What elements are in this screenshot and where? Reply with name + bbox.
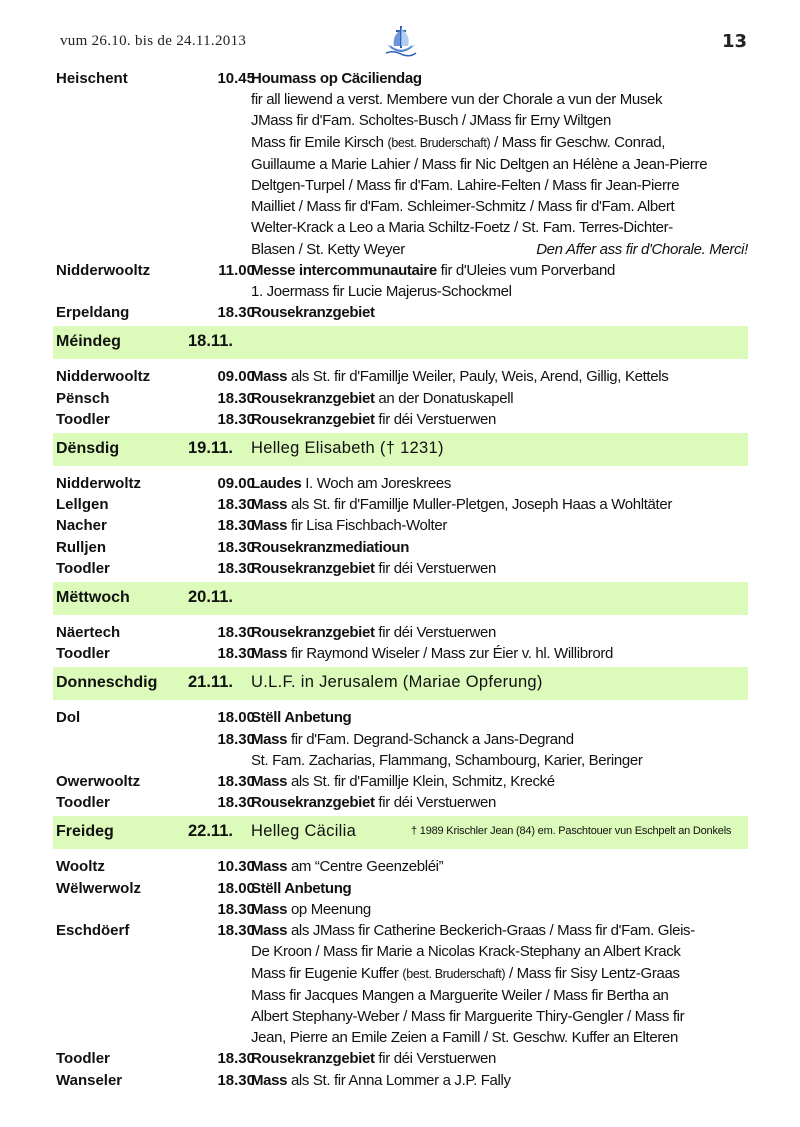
mass-time: 18.30 <box>217 304 255 322</box>
day-header <box>53 816 748 849</box>
day-date: 19.11. <box>188 439 233 458</box>
service-type: Stëll Anbetung <box>251 709 352 727</box>
entry-text <box>251 920 748 1048</box>
schedule-entry <box>53 302 748 323</box>
place-name: Wanseler <box>56 1071 123 1089</box>
mass-time: 18.30 <box>217 773 255 791</box>
day-date: 22.11. <box>188 822 233 841</box>
text: als St. fir d'Famillje Klein, Schmitz, Krecké <box>287 773 555 791</box>
service-type: Rousekranzgebiet <box>251 794 375 812</box>
text-note: (best. Bruderschaft) <box>402 966 506 981</box>
schedule-entry <box>53 856 748 877</box>
day-name: Dënsdig <box>56 440 120 458</box>
service-type: Mass <box>251 1071 288 1089</box>
service-type: Stëll Anbetung <box>251 879 352 897</box>
offering-note: Den Affer ass fir d'Chorale. Merci! <box>536 240 748 258</box>
text: St. Fam. Zacharias, Flammang, Schambourg, Karier, Beringer <box>251 751 643 769</box>
mass-time: 18.30 <box>217 730 255 748</box>
entry-line <box>251 878 748 899</box>
mass-time: 18.30 <box>217 389 255 407</box>
text: als St. fir d'Famillje Weiler, Pauly, Weis, Arend, Gillig, Kettels <box>287 368 669 386</box>
text: JMass fir d'Fam. Scholtes-Busch / JMass fir Erny Wiltgen <box>251 112 612 130</box>
entry-line <box>251 409 748 430</box>
schedule-entry <box>53 366 748 387</box>
text: I. Woch am Joreskrees <box>301 475 451 493</box>
service-type: Rousekranzgebiet <box>251 410 375 428</box>
entry-text <box>251 388 748 409</box>
entry-text <box>251 515 748 536</box>
mass-time: 09.00 <box>217 368 255 386</box>
place-name: Eschdöerf <box>56 922 130 940</box>
schedule-entry <box>53 537 748 558</box>
text: Welter-Krack a Leo a Maria Schiltz-Foetz / St. Fam. Terres-Dichter- <box>251 219 673 237</box>
text: als St. fir d'Famillje Muller-Pletgen, Joseph Haas a Wohltäter <box>287 496 672 514</box>
schedule-entry <box>53 558 748 579</box>
entry-line <box>251 643 748 664</box>
schedule-entry <box>53 388 748 409</box>
entry-line <box>251 899 748 920</box>
entry-text <box>251 302 748 323</box>
day-date: 18.11. <box>188 332 233 351</box>
place-name: Toodler <box>56 794 110 812</box>
entry-line <box>251 771 748 792</box>
text: De Kroon / Mass fir Marie a Nicolas Krack-Stephany an Albert Krack <box>251 943 681 961</box>
entry-text <box>251 1048 748 1069</box>
church-boat-logo-icon <box>384 22 418 58</box>
service-type: Mass <box>251 368 288 386</box>
day-name: Donneschdig <box>56 674 158 692</box>
service-type: Mass <box>251 517 288 535</box>
place-name: Owerwooltz <box>56 773 141 791</box>
entry-line <box>251 366 748 387</box>
mass-time: 18.00 <box>217 879 255 897</box>
schedule-entry <box>53 68 748 260</box>
entry-line <box>251 175 748 196</box>
entry-line <box>251 963 748 985</box>
entry-text <box>251 1070 748 1091</box>
entry-line <box>251 622 748 643</box>
entry-line <box>251 1006 748 1027</box>
text: fir d'Uleies vum Porverband <box>436 261 615 279</box>
entry-text <box>251 366 748 387</box>
entry-line <box>251 68 748 89</box>
text: 1. Joermass fir Lucie Majerus-Schockmel <box>251 283 512 301</box>
entry-text <box>251 68 748 260</box>
entry-line <box>251 1027 748 1048</box>
text: fir déi Verstuerwen <box>374 624 497 642</box>
text: Mass fir Emile Kirsch <box>251 133 388 151</box>
mass-time: 11.00 <box>218 261 255 279</box>
day-feast: U.L.F. in Jerusalem (Mariae Opferung) <box>251 673 543 692</box>
entry-text <box>251 771 748 792</box>
entry-line <box>251 388 748 409</box>
text: Jean, Pierre an Emile Zeien a Famill / St. Geschw. Kuffer an Elteren <box>251 1029 678 1047</box>
service-type: Rousekranzgebiet <box>251 624 375 642</box>
day-note: † 1989 Krischler Jean (84) em. Paschtouer vun Eschpelt an Donkels <box>411 825 732 838</box>
mass-time: 18.30 <box>217 538 255 556</box>
service-type: Rousekranzgebiet <box>251 389 375 407</box>
mass-time: 18.30 <box>217 794 255 812</box>
place-name: Nidderwoltz <box>56 475 141 493</box>
page-header <box>0 0 800 62</box>
service-type: Rousekranzgebiet <box>251 1050 375 1068</box>
entry-line <box>251 89 748 110</box>
day-feast: Helleg Cäcilia <box>251 822 357 841</box>
text: Mass fir Jacques Mangen a Marguerite Weiler / Mass fir Bertha an <box>251 986 669 1004</box>
service-type: Mass <box>251 773 288 791</box>
mass-time: 18.30 <box>217 1071 255 1089</box>
place-name: Toodler <box>56 1050 110 1068</box>
page-number: 13 <box>722 31 748 52</box>
place-name: Wooltz <box>56 858 105 876</box>
text: / Mass fir Geschw. Conrad, <box>490 133 666 151</box>
place-name: Nidderwooltz <box>56 368 151 386</box>
text: fir déi Verstuerwen <box>374 559 497 577</box>
day-date: 21.11. <box>188 673 233 692</box>
text: fir Lisa Fischbach-Wolter <box>287 517 447 535</box>
entry-text <box>251 643 748 664</box>
day-name: Freideg <box>56 823 114 841</box>
day-feast: Helleg Elisabeth († 1231) <box>251 439 444 458</box>
text-note: (best. Bruderschaft) <box>387 135 491 150</box>
entry-text <box>251 792 748 813</box>
schedule-entry <box>53 622 748 643</box>
service-type: Mass <box>251 730 288 748</box>
service-type: Houmass op Cäciliendag <box>251 70 422 87</box>
day-header <box>53 582 748 615</box>
schedule-entry <box>53 515 748 536</box>
mass-time: 18.00 <box>217 709 255 727</box>
text: am “Centre Geenzebléi” <box>287 858 444 876</box>
entry-text <box>251 558 748 579</box>
place-name: Nidderwooltz <box>56 261 151 279</box>
day-header <box>53 326 748 359</box>
entry-line <box>251 558 748 579</box>
day-name: Méindeg <box>56 333 121 351</box>
place-name: Toodler <box>56 645 110 663</box>
mass-time: 18.30 <box>217 1050 255 1068</box>
service-type: Messe intercommunautaire <box>251 261 437 279</box>
text: Guillaume a Marie Lahier / Mass fir Nic Deltgen an Hélène a Jean-Pierre <box>251 155 708 173</box>
text: fir déi Verstuerwen <box>374 410 497 428</box>
text: fir déi Verstuerwen <box>374 794 497 812</box>
mass-schedule <box>53 68 748 1091</box>
mass-time: 18.30 <box>217 410 255 428</box>
entry-text <box>251 729 748 771</box>
entry-line <box>251 196 748 217</box>
schedule-entry <box>53 260 748 302</box>
place-name: Erpeldang <box>56 304 130 322</box>
mass-time: 18.30 <box>217 496 255 514</box>
entry-line <box>251 707 748 728</box>
place-name: Näertech <box>56 624 121 642</box>
service-type: Rousekranzgebiet <box>251 559 375 577</box>
entry-line <box>251 1070 748 1091</box>
entry-line <box>251 494 748 515</box>
service-type: Rousekranzmediatioun <box>251 538 410 556</box>
entry-line <box>251 260 748 281</box>
entry-line <box>251 473 748 494</box>
place-name: Rulljen <box>56 538 107 556</box>
entry-text <box>251 899 748 920</box>
entry-line <box>251 154 748 175</box>
entry-text <box>251 707 748 728</box>
entry-text <box>251 260 748 302</box>
service-type: Mass <box>251 900 288 918</box>
place-name: Wëlwerwolz <box>56 879 142 897</box>
place-name: Dol <box>56 709 81 727</box>
text: an der Donatuskapell <box>374 389 514 407</box>
entry-line <box>251 1048 748 1069</box>
text: fir d'Fam. Degrand-Schanck a Jans-Degrand <box>287 730 574 748</box>
entry-line <box>251 132 748 154</box>
mass-time: 10.30 <box>217 858 255 876</box>
entry-line <box>251 302 748 323</box>
text: Deltgen-Turpel / Mass fir d'Fam. Lahire-Felten / Mass fir Jean-Pierre <box>251 177 680 195</box>
date-range: vum 26.10. bis de 24.11.2013 <box>60 33 247 49</box>
schedule-entry <box>53 899 748 920</box>
service-type: Mass <box>251 922 288 940</box>
mass-time: 18.30 <box>217 624 255 642</box>
text: als St. fir Anna Lommer a J.P. Fally <box>287 1071 511 1089</box>
day-date: 20.11. <box>188 588 233 607</box>
entry-line <box>251 856 748 877</box>
text: Mass fir Eugenie Kuffer <box>251 964 403 982</box>
entry-text <box>251 537 748 558</box>
place-name: Nacher <box>56 517 107 535</box>
entry-text <box>251 856 748 877</box>
text: / Mass fir Sisy Lentz-Graas <box>505 964 680 982</box>
entry-line <box>251 281 748 302</box>
text: Blasen / St. Ketty Weyer <box>251 240 405 258</box>
mass-time: 10.45 <box>217 70 255 87</box>
text: fir déi Verstuerwen <box>374 1050 497 1068</box>
schedule-entry <box>53 409 748 430</box>
schedule-entry <box>53 1048 748 1069</box>
day-header <box>53 433 748 466</box>
text: op Meenung <box>287 900 371 918</box>
entry-line <box>251 110 748 131</box>
entry-line <box>251 941 748 962</box>
place-name: Heischent <box>56 70 128 87</box>
schedule-entry <box>53 729 748 771</box>
schedule-entry <box>53 771 748 792</box>
entry-text <box>251 622 748 643</box>
schedule-entry <box>53 920 748 1048</box>
entry-line <box>251 920 748 941</box>
place-name: Pënsch <box>56 389 110 407</box>
entry-text <box>251 878 748 899</box>
schedule-entry <box>53 643 748 664</box>
mass-time: 18.30 <box>217 900 255 918</box>
schedule-entry <box>53 878 748 899</box>
schedule-entry <box>53 1070 748 1091</box>
schedule-entry <box>53 792 748 813</box>
entry-line <box>251 729 748 750</box>
entry-line <box>251 217 748 238</box>
text: Mailliet / Mass fir d'Fam. Schleimer-Schmitz / Mass fir d'Fam. Albert <box>251 198 675 216</box>
mass-time: 09.00 <box>217 475 255 493</box>
mass-time: 18.30 <box>217 645 255 663</box>
mass-time: 18.30 <box>217 922 255 940</box>
text: Albert Stephany-Weber / Mass fir Marguerite Thiry-Gengler / Mass fir <box>251 1007 685 1025</box>
entry-text <box>251 473 748 494</box>
entry-text <box>251 494 748 515</box>
text: fir all liewend a verst. Membere vun der Chorale a vun der Musek <box>251 91 663 109</box>
schedule-entry <box>53 707 748 728</box>
day-header <box>53 667 748 700</box>
place-name: Toodler <box>56 559 110 577</box>
entry-line <box>251 792 748 813</box>
mass-time: 18.30 <box>217 559 255 577</box>
place-name: Lellgen <box>56 496 109 514</box>
entry-line <box>251 239 748 260</box>
service-type: Mass <box>251 496 288 514</box>
entry-line <box>251 515 748 536</box>
schedule-entry <box>53 473 748 494</box>
entry-line <box>251 537 748 558</box>
schedule-entry <box>53 494 748 515</box>
service-type: Mass <box>251 858 288 876</box>
service-type: Mass <box>251 645 288 663</box>
entry-line <box>251 985 748 1006</box>
place-name: Toodler <box>56 410 110 428</box>
entry-text <box>251 409 748 430</box>
day-name: Mëttwoch <box>56 589 130 607</box>
service-type: Laudes <box>251 475 302 493</box>
mass-time: 18.30 <box>217 517 255 535</box>
entry-line <box>251 750 748 771</box>
text: fir Raymond Wiseler / Mass zur Éier v. hl. Willibrord <box>287 645 614 663</box>
service-type: Rousekranzgebiet <box>251 304 375 322</box>
text: als JMass fir Catherine Beckerich-Graas / Mass fir d'Fam. Gleis- <box>287 922 695 940</box>
